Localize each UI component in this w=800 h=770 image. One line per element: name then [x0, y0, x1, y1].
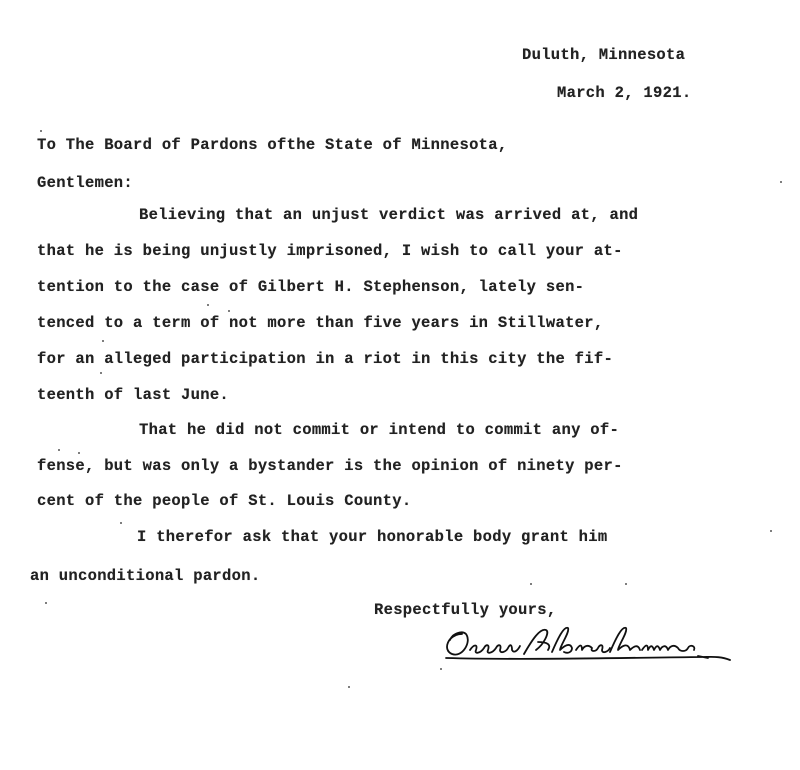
letter-salutation: Gentlemen:	[37, 174, 134, 192]
scan-speck	[40, 130, 42, 132]
paragraph-line: That he did not commit or intend to commit any of-	[139, 421, 620, 439]
paragraph-line: tention to the case of Gilbert H. Stephenson, lately sen-	[37, 278, 585, 296]
scan-speck	[348, 686, 350, 688]
scan-speck	[770, 530, 772, 532]
paragraph-line: teenth of last June.	[37, 386, 230, 404]
paragraph-line: Believing that an unjust verdict was arrived at, and	[139, 206, 639, 224]
scan-speck	[530, 583, 532, 585]
paragraph-line: tenced to a term of not more than five years in Stillwater,	[37, 314, 604, 332]
handwritten-signature	[440, 620, 740, 665]
scan-speck	[45, 602, 47, 604]
scan-speck	[780, 181, 782, 183]
paragraph-line: fense, but was only a bystander is the opinion of ninety per-	[37, 457, 623, 475]
scan-speck	[625, 583, 627, 585]
scan-speck	[58, 449, 60, 451]
paragraph-line: for an alleged participation in a riot in this city the fif-	[37, 350, 614, 368]
scan-speck	[120, 522, 122, 524]
scan-speck	[440, 668, 442, 670]
paragraph-line: an unconditional pardon.	[30, 567, 261, 585]
paragraph-line: cent of the people of St. Louis County.	[37, 492, 412, 510]
scan-speck	[228, 310, 230, 312]
scan-speck	[102, 340, 104, 342]
scan-speck	[100, 372, 102, 374]
paragraph-line: that he is being unjustly imprisoned, I wish to call your at-	[37, 242, 623, 260]
scan-speck	[207, 304, 209, 306]
letter-closing: Respectfully yours,	[374, 601, 557, 619]
letter-place: Duluth, Minnesota	[522, 46, 686, 64]
letter-addressee: To The Board of Pardons ofthe State of Minnesota,	[37, 136, 508, 154]
scan-speck	[78, 452, 80, 454]
paragraph-line: I therefor ask that your honorable body grant him	[137, 528, 608, 546]
letter-date: March 2, 1921.	[557, 84, 692, 102]
